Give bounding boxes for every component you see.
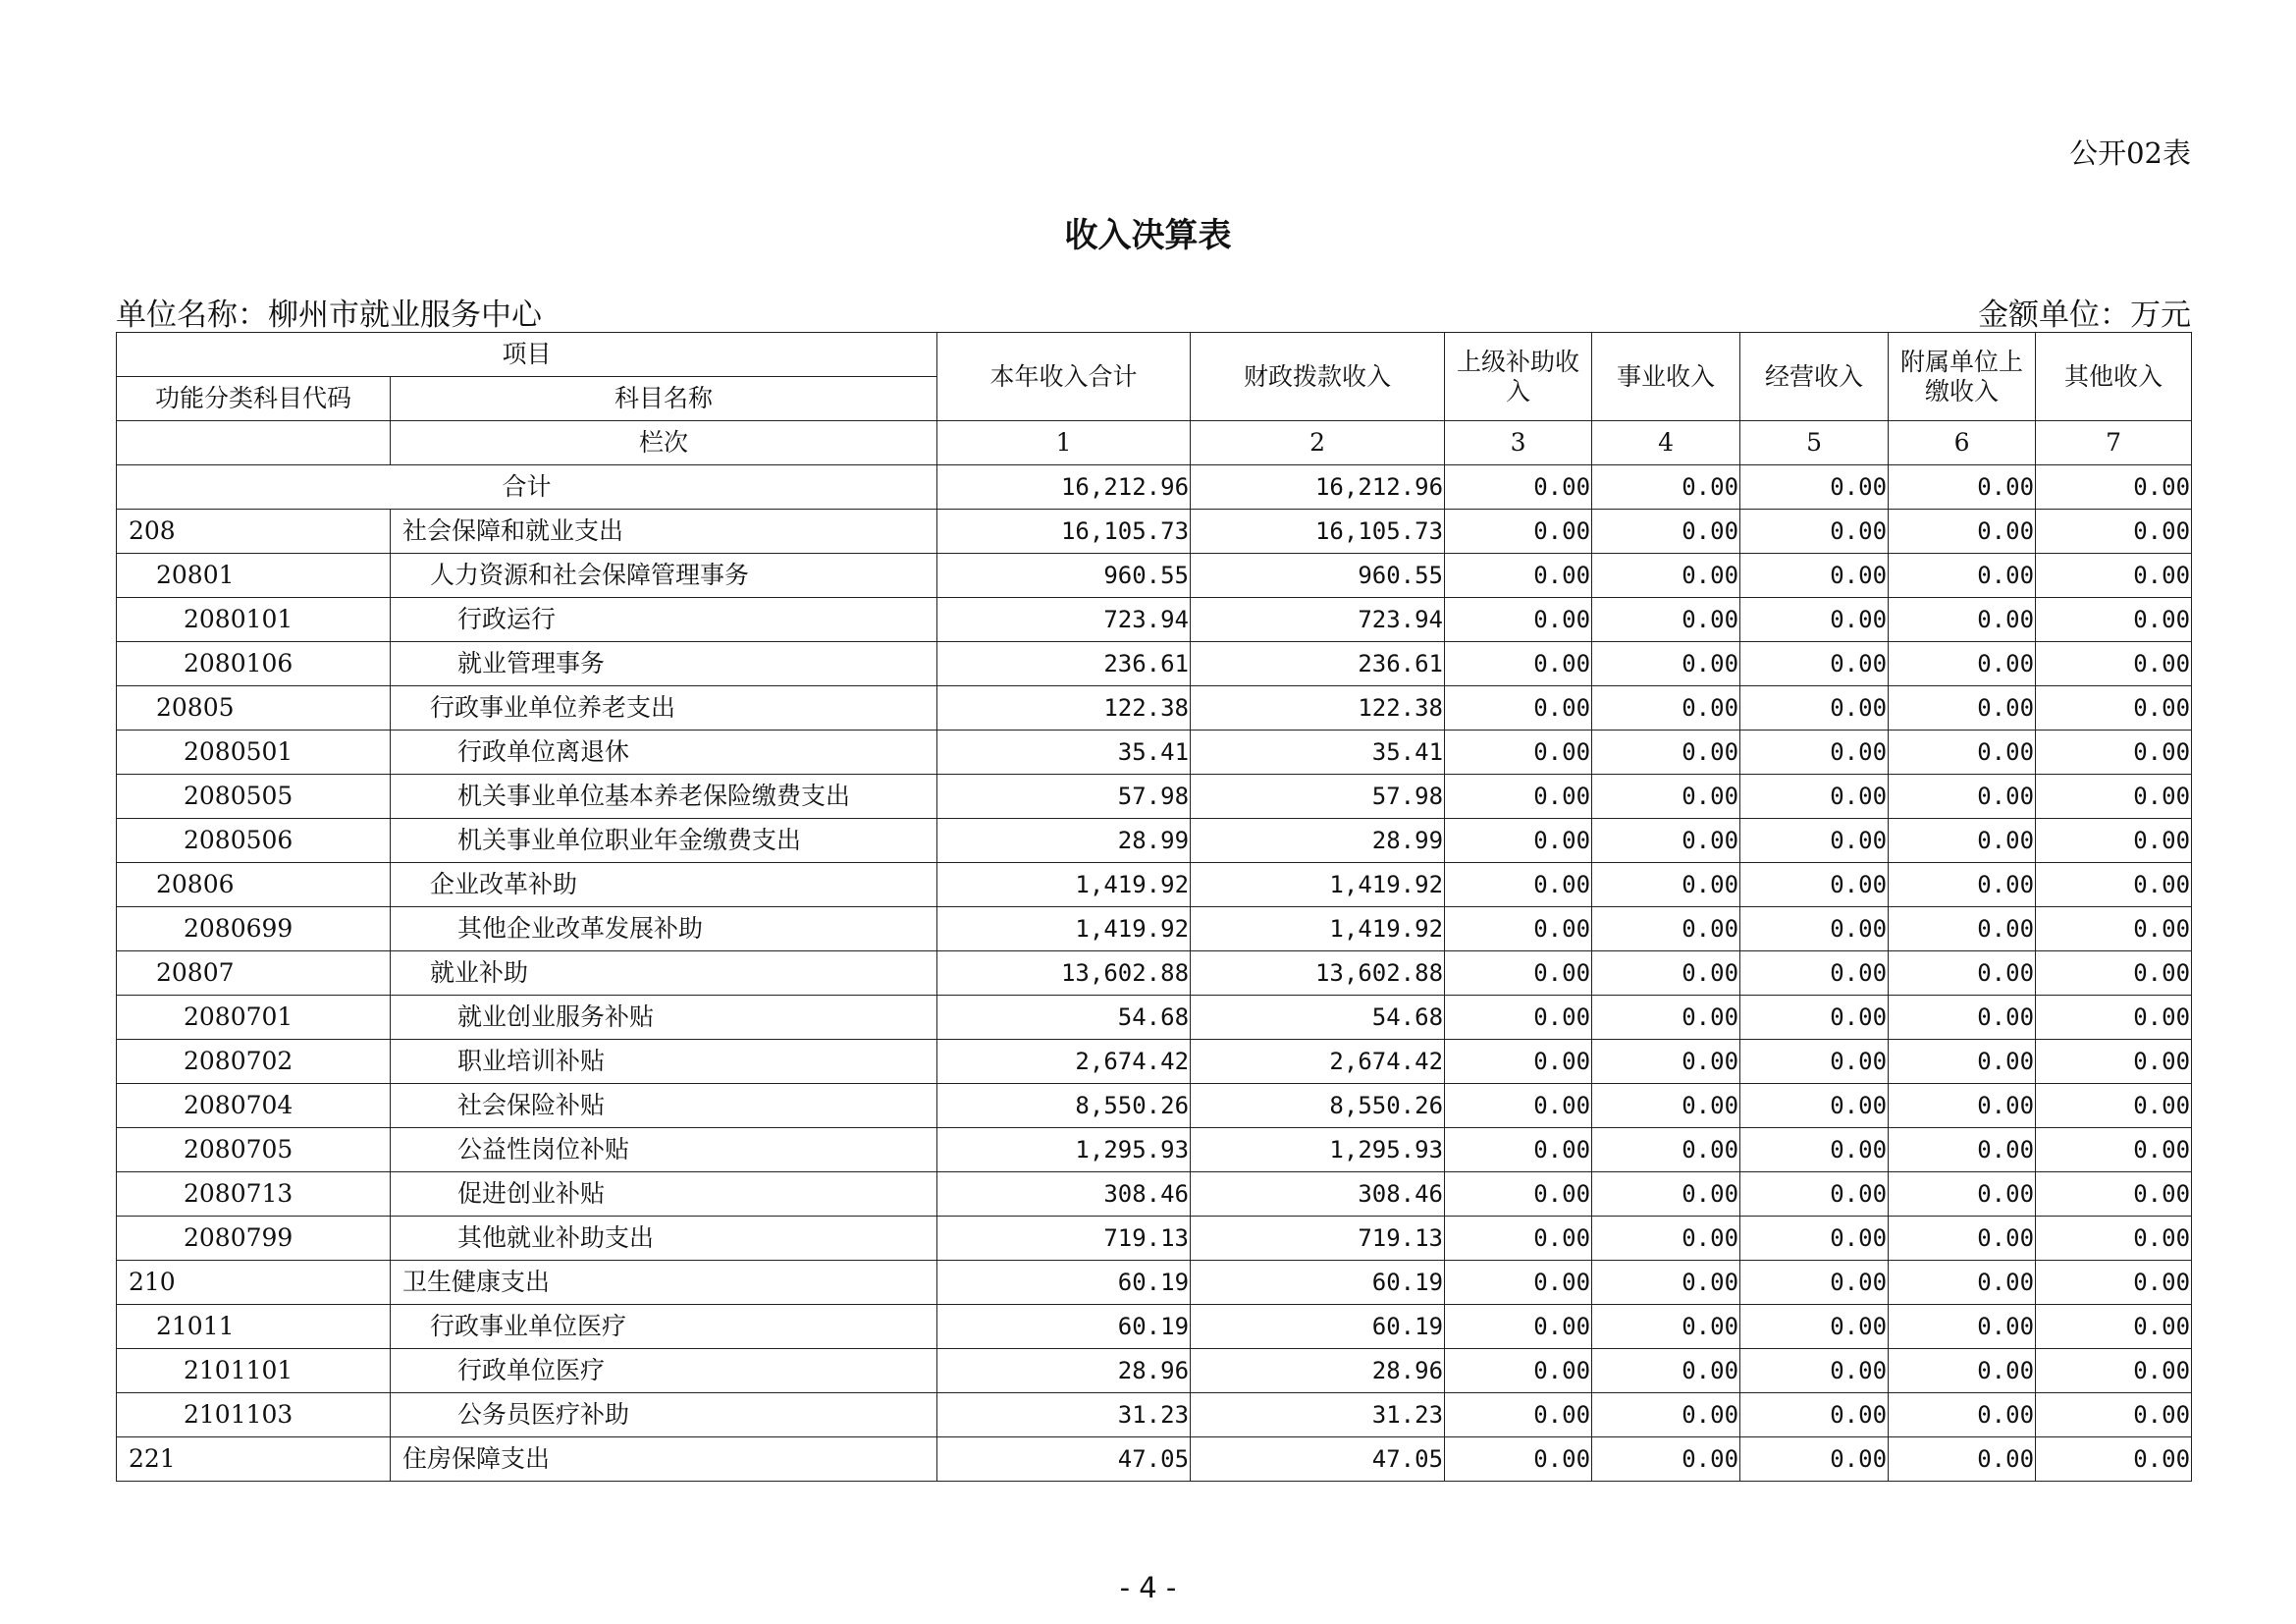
header-other: 其他收入 (2036, 333, 2192, 421)
total-cell: 0.00 (1445, 465, 1592, 510)
amount-cell: 0.00 (1740, 1217, 1889, 1261)
subject-code: 2101103 (117, 1393, 391, 1437)
subject-code: 20807 (117, 951, 391, 996)
amount-cell: 0.00 (1592, 598, 1740, 642)
amount-cell: 236.61 (1191, 642, 1445, 686)
table-row (117, 686, 2192, 731)
subject-name: 行政事业单位医疗 (391, 1305, 937, 1349)
amount-cell: 0.00 (1740, 775, 1889, 819)
header-fiscal: 财政拨款收入 (1191, 333, 1445, 421)
amount-cell: 1,295.93 (1191, 1128, 1445, 1172)
amount-cell: 0.00 (1740, 1305, 1889, 1349)
amount-cell: 0.00 (1740, 642, 1889, 686)
table-row (117, 1349, 2192, 1393)
amount-cell: 0.00 (2036, 1172, 2192, 1217)
table-row (117, 1040, 2192, 1084)
amount-cell: 0.00 (1740, 731, 1889, 775)
amount-cell: 0.00 (1445, 1172, 1592, 1217)
subject-name: 住房保障支出 (391, 1437, 937, 1482)
header-superior-subsidy: 上级补助收入 (1445, 333, 1592, 421)
amount-cell: 0.00 (1740, 1084, 1889, 1128)
subject-code: 2080799 (117, 1217, 391, 1261)
amount-cell: 0.00 (2036, 1349, 2192, 1393)
table-row (117, 1217, 2192, 1261)
amount-cell: 0.00 (1592, 1437, 1740, 1482)
header-project: 项目 (117, 333, 937, 377)
amount-cell: 0.00 (1889, 1437, 2036, 1482)
amount-cell: 0.00 (1445, 1305, 1592, 1349)
amount-cell: 0.00 (2036, 1040, 2192, 1084)
amount-cell: 0.00 (1445, 819, 1592, 863)
amount-cell: 2,674.42 (937, 1040, 1191, 1084)
amount-cell: 0.00 (1740, 996, 1889, 1040)
amount-cell: 0.00 (1592, 1349, 1740, 1393)
amount-cell: 0.00 (1740, 1437, 1889, 1482)
amount-cell: 0.00 (1445, 642, 1592, 686)
subject-name: 行政事业单位养老支出 (391, 686, 937, 731)
page-number: - 4 - (1119, 1571, 1177, 1604)
table-row (117, 1128, 2192, 1172)
table-row (117, 554, 2192, 598)
amount-cell: 0.00 (1592, 996, 1740, 1040)
header-blank (117, 421, 391, 465)
amount-cell: 0.00 (1889, 642, 2036, 686)
col-index: 3 (1445, 421, 1592, 465)
amount-cell: 0.00 (1592, 1040, 1740, 1084)
amount-cell: 960.55 (937, 554, 1191, 598)
table-row (117, 907, 2192, 951)
amount-cell: 0.00 (1889, 731, 2036, 775)
amount-cell: 0.00 (1889, 1128, 2036, 1172)
form-number: 公开02表 (2069, 136, 2191, 170)
amount-cell: 0.00 (2036, 951, 2192, 996)
amount-cell: 0.00 (2036, 1261, 2192, 1305)
subject-code: 2080705 (117, 1128, 391, 1172)
amount-cell: 0.00 (2036, 642, 2192, 686)
col-index: 1 (937, 421, 1191, 465)
amount-cell: 0.00 (1445, 1084, 1592, 1128)
table-row (117, 1393, 2192, 1437)
col-index: 2 (1191, 421, 1445, 465)
subject-code: 2080699 (117, 907, 391, 951)
amount-cell: 0.00 (2036, 819, 2192, 863)
amount-cell: 0.00 (1592, 731, 1740, 775)
amount-cell: 122.38 (1191, 686, 1445, 731)
amount-cell: 0.00 (1740, 554, 1889, 598)
amount-cell: 0.00 (1592, 1261, 1740, 1305)
subject-code: 2080713 (117, 1172, 391, 1217)
amount-cell: 60.19 (1191, 1261, 1445, 1305)
amount-cell: 0.00 (1740, 951, 1889, 996)
amount-cell: 16,105.73 (1191, 510, 1445, 554)
amount-cell: 60.19 (937, 1305, 1191, 1349)
table-row (117, 1437, 2192, 1482)
amount-cell: 0.00 (1445, 1040, 1592, 1084)
amount-cell: 960.55 (1191, 554, 1445, 598)
subject-name: 企业改革补助 (391, 863, 937, 907)
amount-cell: 0.00 (1740, 686, 1889, 731)
amount-cell: 122.38 (937, 686, 1191, 731)
amount-cell: 0.00 (1889, 1217, 2036, 1261)
col-index: 7 (2036, 421, 2192, 465)
table-row (117, 642, 2192, 686)
table-row (117, 731, 2192, 775)
amount-cell: 47.05 (937, 1437, 1191, 1482)
amount-cell: 0.00 (1445, 1349, 1592, 1393)
amount-cell: 0.00 (1592, 819, 1740, 863)
amount-cell: 0.00 (1740, 1349, 1889, 1393)
subject-code: 2101101 (117, 1349, 391, 1393)
subject-code: 2080101 (117, 598, 391, 642)
amount-cell: 0.00 (1889, 996, 2036, 1040)
subject-code: 210 (117, 1261, 391, 1305)
amount-cell: 0.00 (1889, 1261, 2036, 1305)
amount-cell: 0.00 (1889, 1172, 2036, 1217)
subject-name: 其他企业改革发展补助 (391, 907, 937, 951)
amount-cell: 0.00 (2036, 686, 2192, 731)
subject-code: 2080506 (117, 819, 391, 863)
amount-cell: 0.00 (1592, 1084, 1740, 1128)
amount-cell: 0.00 (1889, 510, 2036, 554)
header-operating: 经营收入 (1740, 333, 1889, 421)
table-body (117, 465, 2192, 1482)
table-row (117, 819, 2192, 863)
subject-name: 机关事业单位基本养老保险缴费支出 (391, 775, 937, 819)
amount-cell: 0.00 (1740, 907, 1889, 951)
amount-cell: 719.13 (1191, 1217, 1445, 1261)
amount-cell: 0.00 (1889, 951, 2036, 996)
amount-cell: 0.00 (1445, 510, 1592, 554)
amount-cell: 0.00 (1592, 1305, 1740, 1349)
amount-cell: 0.00 (1592, 1393, 1740, 1437)
header-business: 事业收入 (1592, 333, 1740, 421)
subject-name: 人力资源和社会保障管理事务 (391, 554, 937, 598)
amount-unit: 金额单位：万元 (1978, 298, 2191, 333)
amount-cell: 57.98 (1191, 775, 1445, 819)
amount-cell: 0.00 (1889, 775, 2036, 819)
amount-cell: 1,295.93 (937, 1128, 1191, 1172)
amount-cell: 0.00 (1445, 951, 1592, 996)
amount-cell: 28.99 (937, 819, 1191, 863)
amount-cell: 1,419.92 (1191, 907, 1445, 951)
unit-name: 单位名称：柳州市就业服务中心 (116, 298, 542, 333)
amount-cell: 0.00 (1740, 1040, 1889, 1084)
amount-cell: 0.00 (1445, 775, 1592, 819)
subject-code: 2080702 (117, 1040, 391, 1084)
amount-cell: 236.61 (937, 642, 1191, 686)
subject-name: 机关事业单位职业年金缴费支出 (391, 819, 937, 863)
total-row (117, 465, 2192, 510)
amount-cell: 2,674.42 (1191, 1040, 1445, 1084)
subject-name: 就业管理事务 (391, 642, 937, 686)
table-row (117, 1172, 2192, 1217)
amount-cell: 0.00 (1445, 1217, 1592, 1261)
table-row (117, 1084, 2192, 1128)
subject-name: 就业创业服务补贴 (391, 996, 937, 1040)
amount-cell: 0.00 (1445, 598, 1592, 642)
amount-cell: 1,419.92 (1191, 863, 1445, 907)
table-row (117, 1305, 2192, 1349)
amount-cell: 0.00 (1740, 1172, 1889, 1217)
amount-cell: 0.00 (1445, 1128, 1592, 1172)
table-row (117, 598, 2192, 642)
table-row (117, 510, 2192, 554)
total-cell: 0.00 (1740, 465, 1889, 510)
col-index: 5 (1740, 421, 1889, 465)
amount-cell: 0.00 (1889, 598, 2036, 642)
amount-cell: 47.05 (1191, 1437, 1445, 1482)
amount-cell: 0.00 (1592, 1128, 1740, 1172)
amount-cell: 0.00 (2036, 1217, 2192, 1261)
amount-cell: 0.00 (1445, 996, 1592, 1040)
amount-cell: 719.13 (937, 1217, 1191, 1261)
amount-cell: 0.00 (1889, 819, 2036, 863)
amount-cell: 0.00 (1445, 863, 1592, 907)
amount-cell: 0.00 (2036, 1084, 2192, 1128)
amount-cell: 0.00 (2036, 731, 2192, 775)
amount-cell: 1,419.92 (937, 907, 1191, 951)
amount-cell: 0.00 (1740, 863, 1889, 907)
table-row (117, 863, 2192, 907)
amount-cell: 28.96 (1191, 1349, 1445, 1393)
header-name: 科目名称 (391, 377, 937, 421)
total-cell: 0.00 (2036, 465, 2192, 510)
amount-cell: 13,602.88 (937, 951, 1191, 996)
amount-cell: 0.00 (1592, 1172, 1740, 1217)
amount-cell: 13,602.88 (1191, 951, 1445, 996)
amount-cell: 8,550.26 (1191, 1084, 1445, 1128)
amount-cell: 31.23 (1191, 1393, 1445, 1437)
amount-cell: 0.00 (1740, 1261, 1889, 1305)
amount-cell: 0.00 (1889, 1305, 2036, 1349)
amount-cell: 0.00 (1889, 1040, 2036, 1084)
amount-cell: 0.00 (1445, 1393, 1592, 1437)
amount-cell: 0.00 (1740, 819, 1889, 863)
amount-cell: 723.94 (937, 598, 1191, 642)
amount-cell: 0.00 (2036, 775, 2192, 819)
subject-code: 20805 (117, 686, 391, 731)
subject-name: 公益性岗位补贴 (391, 1128, 937, 1172)
subject-code: 2080704 (117, 1084, 391, 1128)
subject-name: 社会保险补贴 (391, 1084, 937, 1128)
table-row (117, 1261, 2192, 1305)
page-title: 收入决算表 (1064, 216, 1232, 255)
amount-cell: 1,419.92 (937, 863, 1191, 907)
subject-name: 行政单位医疗 (391, 1349, 937, 1393)
amount-cell: 0.00 (2036, 1393, 2192, 1437)
amount-cell: 35.41 (937, 731, 1191, 775)
amount-cell: 0.00 (1889, 907, 2036, 951)
amount-cell: 0.00 (1592, 686, 1740, 731)
income-table (116, 332, 2192, 1482)
header-col-index-label: 栏次 (391, 421, 937, 465)
amount-cell: 0.00 (1592, 907, 1740, 951)
amount-cell: 0.00 (1592, 642, 1740, 686)
amount-cell: 28.99 (1191, 819, 1445, 863)
amount-cell: 0.00 (1889, 1349, 2036, 1393)
amount-cell: 0.00 (1592, 554, 1740, 598)
subject-code: 221 (117, 1437, 391, 1482)
amount-cell: 0.00 (2036, 907, 2192, 951)
amount-cell: 8,550.26 (937, 1084, 1191, 1128)
amount-cell: 0.00 (1592, 951, 1740, 996)
amount-cell: 0.00 (2036, 1128, 2192, 1172)
amount-cell: 35.41 (1191, 731, 1445, 775)
amount-cell: 0.00 (1592, 1217, 1740, 1261)
table-row (117, 951, 2192, 996)
subject-code: 2080106 (117, 642, 391, 686)
amount-cell: 0.00 (1592, 510, 1740, 554)
amount-cell: 28.96 (937, 1349, 1191, 1393)
amount-cell: 0.00 (1740, 510, 1889, 554)
table-header (117, 333, 2192, 465)
amount-cell: 0.00 (2036, 996, 2192, 1040)
amount-cell: 54.68 (937, 996, 1191, 1040)
subject-name: 行政运行 (391, 598, 937, 642)
amount-cell: 57.98 (937, 775, 1191, 819)
amount-cell: 0.00 (1592, 775, 1740, 819)
header-code: 功能分类科目代码 (117, 377, 391, 421)
amount-cell: 0.00 (1889, 1084, 2036, 1128)
amount-cell: 0.00 (1889, 554, 2036, 598)
amount-cell: 0.00 (1445, 554, 1592, 598)
amount-cell: 60.19 (937, 1261, 1191, 1305)
subject-code: 20806 (117, 863, 391, 907)
subject-code: 20801 (117, 554, 391, 598)
subject-code: 2080505 (117, 775, 391, 819)
subject-name: 卫生健康支出 (391, 1261, 937, 1305)
subject-code: 2080501 (117, 731, 391, 775)
total-cell: 0.00 (1889, 465, 2036, 510)
amount-cell: 31.23 (937, 1393, 1191, 1437)
amount-cell: 0.00 (1740, 1393, 1889, 1437)
amount-cell: 0.00 (1445, 1261, 1592, 1305)
amount-cell: 0.00 (2036, 1305, 2192, 1349)
amount-cell: 0.00 (1445, 731, 1592, 775)
amount-cell: 0.00 (1445, 686, 1592, 731)
subject-code: 2080701 (117, 996, 391, 1040)
amount-cell: 0.00 (2036, 598, 2192, 642)
amount-cell: 0.00 (1889, 686, 2036, 731)
subject-name: 就业补助 (391, 951, 937, 996)
amount-cell: 0.00 (1889, 1393, 2036, 1437)
amount-cell: 0.00 (2036, 510, 2192, 554)
amount-cell: 0.00 (1445, 907, 1592, 951)
subject-code: 21011 (117, 1305, 391, 1349)
subject-name: 促进创业补贴 (391, 1172, 937, 1217)
table-row (117, 775, 2192, 819)
amount-cell: 0.00 (2036, 863, 2192, 907)
subject-name: 职业培训补贴 (391, 1040, 937, 1084)
amount-cell: 0.00 (1445, 1437, 1592, 1482)
subject-name: 行政单位离退休 (391, 731, 937, 775)
amount-cell: 0.00 (1740, 598, 1889, 642)
subject-name: 社会保障和就业支出 (391, 510, 937, 554)
total-cell: 0.00 (1592, 465, 1740, 510)
total-cell: 16,212.96 (937, 465, 1191, 510)
amount-cell: 308.46 (1191, 1172, 1445, 1217)
amount-cell: 16,105.73 (937, 510, 1191, 554)
subject-name: 其他就业补助支出 (391, 1217, 937, 1261)
amount-cell: 60.19 (1191, 1305, 1445, 1349)
amount-cell: 54.68 (1191, 996, 1445, 1040)
subject-code: 208 (117, 510, 391, 554)
subject-name: 公务员医疗补助 (391, 1393, 937, 1437)
amount-cell: 723.94 (1191, 598, 1445, 642)
col-index: 4 (1592, 421, 1740, 465)
amount-cell: 0.00 (1592, 863, 1740, 907)
amount-cell: 308.46 (937, 1172, 1191, 1217)
header-total-income: 本年收入合计 (937, 333, 1191, 421)
total-cell: 16,212.96 (1191, 465, 1445, 510)
amount-cell: 0.00 (1889, 863, 2036, 907)
amount-cell: 0.00 (2036, 554, 2192, 598)
amount-cell: 0.00 (2036, 1437, 2192, 1482)
col-index: 6 (1889, 421, 2036, 465)
header-affiliated: 附属单位上缴收入 (1889, 333, 2036, 421)
total-label: 合计 (117, 465, 937, 510)
table-row (117, 996, 2192, 1040)
amount-cell: 0.00 (1740, 1128, 1889, 1172)
